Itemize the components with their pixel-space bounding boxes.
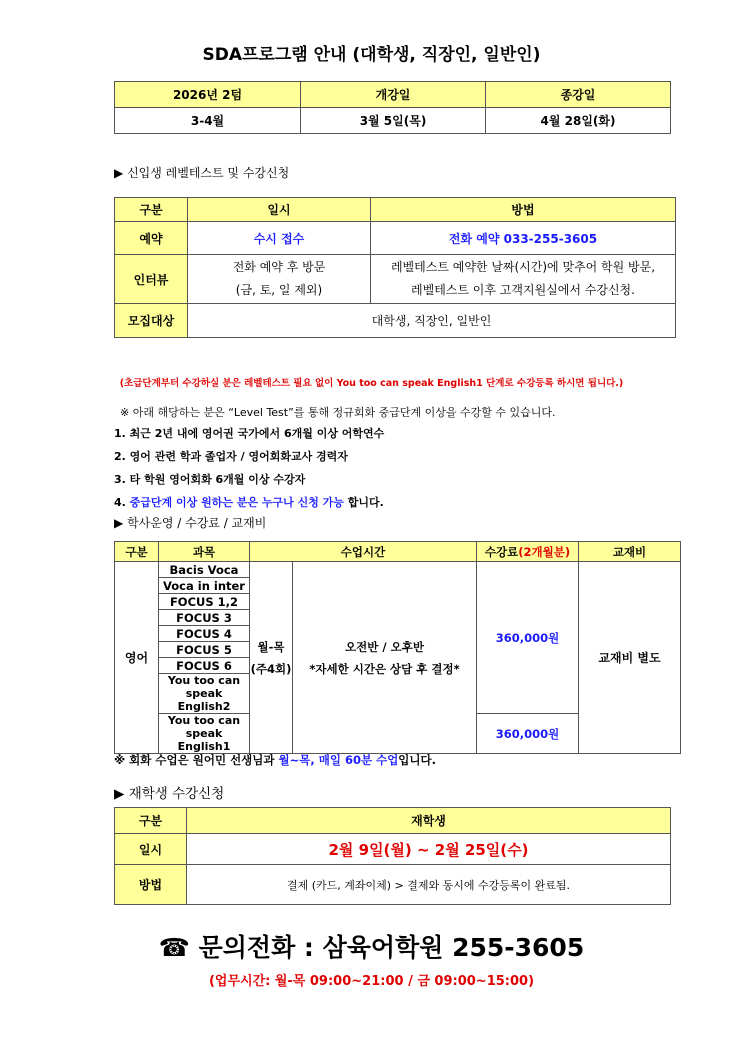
course-header-book: 교재비	[579, 542, 681, 562]
fee-header-label: 수강료	[484, 544, 519, 559]
target-label: 모집대상	[115, 304, 188, 338]
current-method-label: 방법	[115, 865, 187, 905]
term-months: 3-4월	[115, 108, 301, 134]
section-course-info	[114, 514, 266, 531]
section-course-title: 학사운영 / 수강료 / 교재비	[127, 516, 267, 530]
page-title: SDA프로그램 안내 (대학생, 직장인, 일반인)	[202, 45, 541, 65]
course-name: You too can speak English2	[159, 674, 250, 714]
course-name: FOCUS 1,2	[159, 594, 250, 610]
current-method-value: 결제 (카드, 계좌이체) > 결제와 동시에 수강등록이 완료됨.	[187, 865, 671, 905]
phone-icon: ☎	[158, 933, 190, 962]
condition-3: 3. 타 학원 영어회화 6개월 이상 수강자	[114, 473, 306, 486]
interview-method-line1: 레벨테스트 예약한 날짜(시간)에 맞추어 학원 방문,	[390, 260, 656, 274]
course-time-line1: 오전반 / 오후반	[345, 639, 424, 654]
interview-time-line1: 전화 예약 후 방문	[232, 260, 326, 274]
current-header-category: 구분	[115, 808, 187, 834]
fee-header-period: (2개월분)	[518, 544, 571, 559]
course-name: FOCUS 4	[159, 626, 250, 642]
current-date-value: 2월 9일(월) ~ 2월 25일(수)	[187, 834, 671, 865]
section-current-students	[114, 782, 224, 802]
triangle-icon: ▶	[114, 786, 125, 802]
interview-method-line2: 레벨테스트 이후 고객지원실에서 수강신청.	[411, 283, 635, 297]
triangle-icon: ▶	[114, 516, 124, 530]
section-newcomer-title: 신입생 레벨테스트 및 수강신청	[127, 166, 290, 180]
term-table	[114, 81, 671, 134]
course-days-line1: 월-목	[257, 639, 285, 654]
triangle-icon: ▶	[114, 166, 124, 180]
condition-4	[114, 494, 384, 510]
class-note-highlight: 월~목, 매일 60분 수업	[278, 753, 399, 767]
condition-1: 1. 최근 2년 내에 영어권 국가에서 6개월 이상 어학연수	[114, 427, 385, 440]
reserve-method: 전화 예약 033-255-3605	[371, 222, 676, 255]
course-header-schedule: 수업시간	[250, 542, 477, 562]
reserve-time: 수시 접수	[188, 222, 371, 255]
target-value: 대학생, 직장인, 일반인	[188, 304, 676, 338]
term-start-date: 3월 5일(목)	[301, 108, 486, 134]
course-name: You too can speak English1	[159, 714, 250, 754]
level-header-category: 구분	[115, 198, 188, 222]
course-category: 영어	[115, 562, 159, 754]
class-note-prefix: ※ 회화 수업은 원어민 선생님과	[114, 753, 279, 767]
course-fee-last: 360,000원	[477, 714, 579, 754]
course-name: FOCUS 5	[159, 642, 250, 658]
term-header-end: 종강일	[486, 82, 671, 108]
current-student-table	[114, 807, 671, 905]
course-days-line2: (주4회)	[250, 661, 292, 676]
contact-text: 문의전화 : 삼육어학원 255-3605	[198, 933, 585, 962]
business-hours: (업무시간: 월-목 09:00~21:00 / 금 09:00~15:00)	[208, 974, 535, 989]
course-book-fee: 교재비 별도	[579, 562, 681, 754]
term-header-term: 2026년 2텀	[115, 82, 301, 108]
condition-2: 2. 영어 관련 학과 졸업자 / 영어회화교사 경력자	[114, 450, 348, 463]
course-header-course: 과목	[159, 542, 250, 562]
condition-4-prefix: 4.	[114, 496, 130, 509]
red-notice: (초급단계부터 수강하실 분은 레벨테스트 필요 없이 You too can speak English1 단계로 수강등록 하시면 됩니다.)	[119, 378, 624, 389]
reserve-label: 예약	[115, 222, 188, 255]
course-header-fee	[477, 542, 579, 562]
course-header-category: 구분	[115, 542, 159, 562]
level-header-time: 일시	[188, 198, 371, 222]
level-note: ※ 아래 해당하는 분은 “Level Test”를 통해 정규회화 중급단계 이상을 수강할 수 있습니다.	[120, 406, 556, 419]
level-header-method: 방법	[371, 198, 676, 222]
course-table	[114, 541, 681, 754]
course-name: FOCUS 6	[159, 658, 250, 674]
condition-4-highlight: 중급단계 이상 원하는 분은 누구나 신청 가능	[129, 496, 344, 509]
course-name: Bacis Voca	[159, 562, 250, 578]
current-date-label: 일시	[115, 834, 187, 865]
course-fee-main: 360,000원	[477, 562, 579, 714]
current-header-students: 재학생	[187, 808, 671, 834]
interview-label: 인터뷰	[115, 255, 188, 304]
condition-4-suffix: 합니다.	[343, 496, 384, 509]
class-note-suffix: 입니다.	[398, 753, 436, 767]
contact-line	[0, 928, 743, 964]
section-newcomer	[114, 164, 289, 181]
term-end-date: 4월 28일(화)	[486, 108, 671, 134]
interview-time-line2: (금, 토, 일 제외)	[235, 283, 323, 297]
course-name: Voca in inter	[159, 578, 250, 594]
course-name: FOCUS 3	[159, 610, 250, 626]
course-time-line2: *자세한 시간은 상담 후 결정*	[309, 661, 460, 676]
level-test-table	[114, 197, 676, 338]
section-current-title: 재학생 수강신청	[128, 786, 225, 802]
term-header-start: 개강일	[301, 82, 486, 108]
class-note	[114, 752, 436, 768]
